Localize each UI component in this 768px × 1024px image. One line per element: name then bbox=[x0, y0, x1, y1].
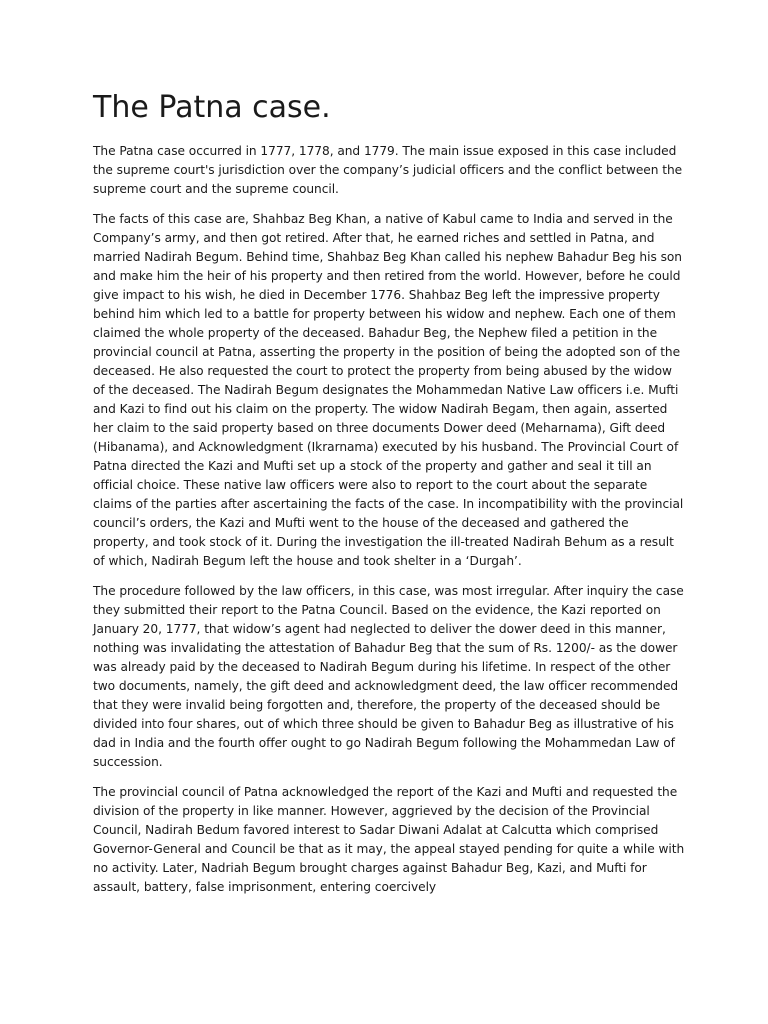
paragraph-council: The provincial council of Patna acknowledged the report of the Kazi and Mufti and requested the division of the property in like manner. However, aggrieved by the decision of the Provincial Council, Nadirah Bedum favored interest to Sadar Diwani Adalat at Calcutta which comprised Governor-General and Council be that as it may, the appeal stayed pending for quite a while with no activity. Later, Nadriah Begum brought charges against Bahadur Beg, Kazi, and Mufti for assault, battery, false imprisonment, entering coercively bbox=[93, 785, 685, 894]
paragraph-procedure: The procedure followed by the law officers, in this case, was most irregular. After inquiry the case they submitted their report to the Patna Council. Based on the evidence, the Kazi reported on January 20, 1777, that widow’s agent had neglected to deliver the dower deed in this manner, nothing was invalidating the attestation of Bahadur Beg that the sum of Rs. 1200/- as the dower was already paid by the deceased to Nadirah Begum during his lifetime. In respect of the other two documents, namely, the gift deed and acknowledgment deed, the law officer recommended that they were invalid being forgotten and, therefore, the property of the deceased should be divided into four shares, out of which three should be given to Bahadur Beg as illustrative of his dad in India and the fourth offer ought to go Nadirah Begum following the Mohammedan Law of succession. bbox=[93, 584, 684, 769]
page-title: The Patna case. bbox=[93, 90, 331, 125]
document-page bbox=[93, 88, 685, 908]
paragraph-facts: The facts of this case are, Shahbaz Beg Khan, a native of Kabul came to India and served in the Company’s army, and then got retired. After that, he earned riches and settled in Patna, and married Nadirah Begum. Behind time, Shahbaz Beg Khan called his nephew Bahadur Beg his son and make him the heir of his property and then retired from the world. However, before he could give impact to his wish, he died in December 1776. Shahbaz Beg left the impressive property behind him which led to a battle for property between his widow and nephew. Each one of them claimed the whole property of the deceased. Bahadur Beg, the Nephew filed a petition in the provincial council at Patna, asserting the property in the position of being the adopted son of the deceased. He also requested the court to protect the property from being abused by the widow of the deceased. The Nadirah Begum designates the Mohammedan Native Law officers i.e. Mufti and Kazi to find out his claim on the property. The widow Nadirah Begam, then again, asserted her claim to the said property based on three documents Dower deed (Meharnama), Gift deed (Hibanama), and Acknowledgment (Ikrarnama) executed by his husband. The Provincial Court of Patna directed the Kazi and Mufti set up a stock of the property and gather and seal it till an official choice. These native law officers were also to report to the court about the separate claims of the parties after ascertaining the facts of the case. In incompatibility with the provincial council’s orders, the Kazi and Mufti went to the house of the deceased and gathered the property, and took stock of it. During the investigation the ill-treated Nadirah Behum as a result of which, Nadirah Begum left the house and took shelter in a ‘Durgah’. bbox=[93, 212, 684, 568]
paragraph-intro: The Patna case occurred in 1777, 1778, and 1779. The main issue exposed in this case included the supreme court's jurisdiction over the company’s judicial officers and the conflict between the supreme court and the supreme council. bbox=[93, 144, 683, 196]
